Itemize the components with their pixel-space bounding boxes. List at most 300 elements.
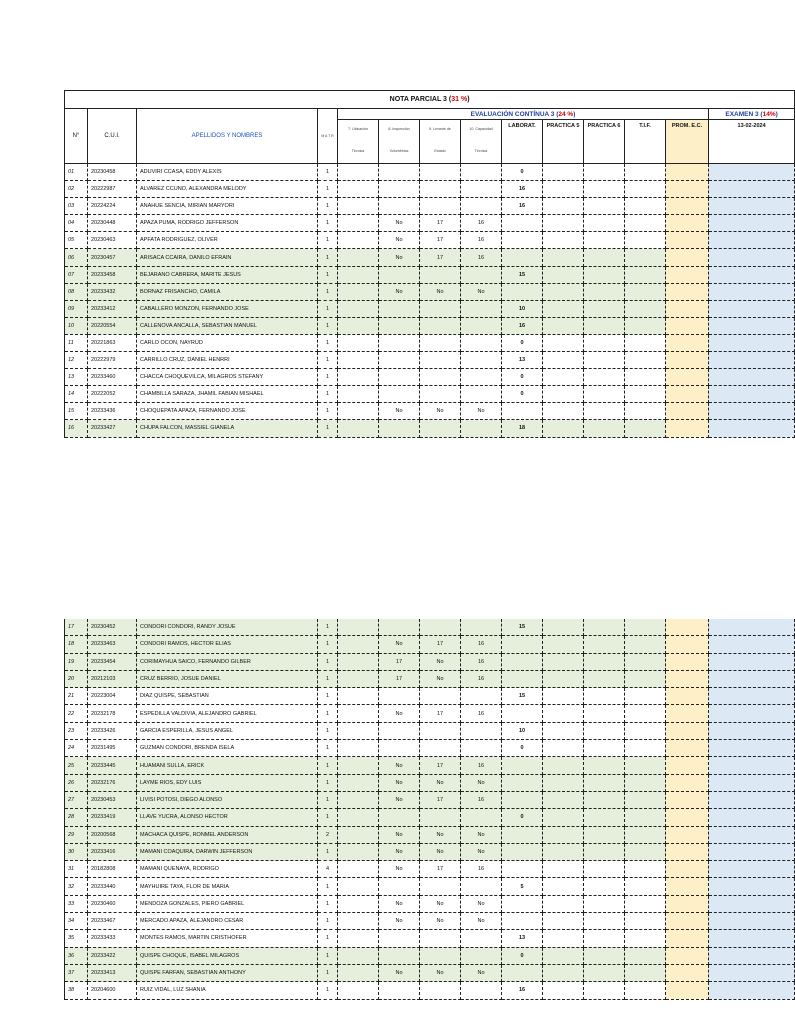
score-ubicacion bbox=[338, 420, 379, 437]
student-cui: 20200568 bbox=[88, 826, 137, 843]
score-practica6 bbox=[584, 283, 625, 300]
score-capacidad bbox=[461, 300, 502, 317]
student-cui: 20230457 bbox=[88, 249, 137, 266]
score-laborat bbox=[502, 964, 543, 981]
student-name: CORIMAYHUA SAICO, FERNANDO GILBER bbox=[137, 653, 318, 670]
score-practica6 bbox=[584, 895, 625, 912]
matricula-count: 1 bbox=[318, 232, 338, 249]
col-practica6-header: PRACTICA 6 bbox=[584, 120, 625, 164]
score-capacidad bbox=[461, 266, 502, 283]
score-ubicacion bbox=[338, 913, 379, 930]
student-name: RUIZ VIDAL, LUZ SHANIA bbox=[137, 982, 318, 999]
student-name: CONDORI RAMOS, HECTOR ELIAS bbox=[137, 636, 318, 653]
score-tif bbox=[625, 334, 666, 351]
score-inspeccion: No bbox=[379, 861, 420, 878]
score-practica6 bbox=[584, 198, 625, 215]
matricula-count: 1 bbox=[318, 164, 338, 181]
row-number: 26 bbox=[65, 774, 88, 791]
score-practica5 bbox=[543, 843, 584, 860]
student-name: BORNAZ FRISANCHO, CAMILA bbox=[137, 283, 318, 300]
score-capacidad bbox=[461, 352, 502, 369]
student-cui: 20231495 bbox=[88, 740, 137, 757]
score-inspeccion: No bbox=[379, 705, 420, 722]
matricula-count: 1 bbox=[318, 757, 338, 774]
score-levante: 17 bbox=[420, 215, 461, 232]
student-name: MERCADO APAZA, ALEJANDRO CESAR bbox=[137, 913, 318, 930]
examen-cell bbox=[709, 809, 795, 826]
score-inspeccion: No bbox=[379, 249, 420, 266]
score-practica5 bbox=[543, 198, 584, 215]
matricula-count: 1 bbox=[318, 283, 338, 300]
sub-levante-header-2: Estado bbox=[420, 139, 461, 164]
score-ubicacion bbox=[338, 774, 379, 791]
student-row bbox=[65, 670, 795, 687]
score-tif bbox=[625, 300, 666, 317]
row-number: 01 bbox=[65, 164, 88, 181]
score-laborat bbox=[502, 843, 543, 860]
matricula-count: 1 bbox=[318, 740, 338, 757]
score-ubicacion bbox=[338, 861, 379, 878]
score-tif bbox=[625, 317, 666, 334]
student-name: MAYHUIRE TAYA, FLOR DE MARIA bbox=[137, 878, 318, 895]
student-cui: 20224224 bbox=[88, 198, 137, 215]
score-laborat: 0 bbox=[502, 164, 543, 181]
examen-cell bbox=[709, 930, 795, 947]
score-practica6 bbox=[584, 181, 625, 198]
student-row bbox=[65, 688, 795, 705]
score-tif bbox=[625, 266, 666, 283]
student-cui: 20233433 bbox=[88, 930, 137, 947]
score-practica5 bbox=[543, 317, 584, 334]
score-practica6 bbox=[584, 791, 625, 808]
score-practica6 bbox=[584, 688, 625, 705]
student-name: CARRILLO CRUZ, DANIEL HENRRI bbox=[137, 352, 318, 369]
score-levante bbox=[420, 300, 461, 317]
prom-ec-cell bbox=[666, 403, 709, 420]
score-practica5 bbox=[543, 164, 584, 181]
score-capacidad: No bbox=[461, 843, 502, 860]
score-practica5 bbox=[543, 740, 584, 757]
score-inspeccion bbox=[379, 878, 420, 895]
score-ubicacion bbox=[338, 317, 379, 334]
examen-cell bbox=[709, 317, 795, 334]
score-laborat: 15 bbox=[502, 266, 543, 283]
score-capacidad: 16 bbox=[461, 791, 502, 808]
score-ubicacion bbox=[338, 403, 379, 420]
score-laborat: 18 bbox=[502, 420, 543, 437]
score-tif bbox=[625, 826, 666, 843]
score-practica5 bbox=[543, 895, 584, 912]
matricula-count: 4 bbox=[318, 861, 338, 878]
prom-ec-cell bbox=[666, 982, 709, 999]
matricula-count: 1 bbox=[318, 947, 338, 964]
row-number: 24 bbox=[65, 740, 88, 757]
examen-cell bbox=[709, 757, 795, 774]
matricula-count: 1 bbox=[318, 895, 338, 912]
score-levante: No bbox=[420, 913, 461, 930]
student-name: MAMANI COAQUIRA, DARWIN JEFFERSON bbox=[137, 843, 318, 860]
score-inspeccion bbox=[379, 181, 420, 198]
score-levante: 17 bbox=[420, 232, 461, 249]
score-laborat: 10 bbox=[502, 300, 543, 317]
score-inspeccion: No bbox=[379, 232, 420, 249]
student-name: GUZMAN CONDORI, BRENDA ISELA bbox=[137, 740, 318, 757]
score-ubicacion bbox=[338, 653, 379, 670]
score-inspeccion bbox=[379, 266, 420, 283]
score-levante bbox=[420, 930, 461, 947]
score-ubicacion bbox=[338, 249, 379, 266]
score-ubicacion bbox=[338, 878, 379, 895]
score-levante: No bbox=[420, 283, 461, 300]
student-name: MENDOZA GONZALES, PIERO GABRIEL bbox=[137, 895, 318, 912]
examen-cell bbox=[709, 232, 795, 249]
examen-cell bbox=[709, 947, 795, 964]
prom-ec-cell bbox=[666, 317, 709, 334]
score-inspeccion bbox=[379, 809, 420, 826]
score-laborat bbox=[502, 403, 543, 420]
row-number: 20 bbox=[65, 670, 88, 687]
score-practica5 bbox=[543, 982, 584, 999]
student-row bbox=[65, 164, 795, 181]
student-name: LIVISI POTOSI, DIEGO ALONSO bbox=[137, 791, 318, 808]
score-practica5 bbox=[543, 334, 584, 351]
score-tif bbox=[625, 895, 666, 912]
score-laborat: 15 bbox=[502, 619, 543, 636]
row-number: 04 bbox=[65, 215, 88, 232]
score-practica5 bbox=[543, 774, 584, 791]
prom-ec-cell bbox=[666, 722, 709, 739]
matricula-count: 1 bbox=[318, 670, 338, 687]
matricula-count: 1 bbox=[318, 913, 338, 930]
score-levante bbox=[420, 619, 461, 636]
student-cui: 20233426 bbox=[88, 722, 137, 739]
score-capacidad: 16 bbox=[461, 861, 502, 878]
score-levante bbox=[420, 420, 461, 437]
student-row bbox=[65, 215, 795, 232]
student-name: CHAMBILLA SARAZA, JHAMIL FABIAN MISHAEL bbox=[137, 386, 318, 403]
student-name: ARISACA CCAIRA, DANILO EFRAIN bbox=[137, 249, 318, 266]
score-practica5 bbox=[543, 352, 584, 369]
score-practica5 bbox=[543, 705, 584, 722]
score-laborat bbox=[502, 757, 543, 774]
score-levante bbox=[420, 181, 461, 198]
row-number: 22 bbox=[65, 705, 88, 722]
score-tif bbox=[625, 757, 666, 774]
examen-cell bbox=[709, 300, 795, 317]
score-levante: 17 bbox=[420, 757, 461, 774]
score-ubicacion bbox=[338, 283, 379, 300]
score-laborat bbox=[502, 791, 543, 808]
student-name: MAMANI QUENAYA, RODRIGO bbox=[137, 861, 318, 878]
examen-date: 13-02-2024 bbox=[709, 120, 795, 164]
examen-cell bbox=[709, 369, 795, 386]
score-tif bbox=[625, 705, 666, 722]
score-capacidad: No bbox=[461, 913, 502, 930]
score-capacidad bbox=[461, 982, 502, 999]
score-tif bbox=[625, 420, 666, 437]
score-practica6 bbox=[584, 722, 625, 739]
score-ubicacion bbox=[338, 670, 379, 687]
student-name: DIAZ QUISPE, SEBASTIAN bbox=[137, 688, 318, 705]
prom-ec-cell bbox=[666, 861, 709, 878]
score-practica6 bbox=[584, 164, 625, 181]
row-number: 34 bbox=[65, 913, 88, 930]
examen-cell bbox=[709, 878, 795, 895]
student-row bbox=[65, 930, 795, 947]
score-ubicacion bbox=[338, 198, 379, 215]
student-row bbox=[65, 740, 795, 757]
examen-cell bbox=[709, 334, 795, 351]
score-capacidad bbox=[461, 722, 502, 739]
examen-cell bbox=[709, 283, 795, 300]
student-cui: 20212103 bbox=[88, 670, 137, 687]
student-name: GARCIA ESPERILLA, JESUS ANGEL bbox=[137, 722, 318, 739]
matricula-count: 1 bbox=[318, 722, 338, 739]
prom-ec-cell bbox=[666, 164, 709, 181]
score-levante bbox=[420, 369, 461, 386]
row-number: 10 bbox=[65, 317, 88, 334]
student-row bbox=[65, 843, 795, 860]
score-tif bbox=[625, 369, 666, 386]
examen-cell bbox=[709, 791, 795, 808]
student-cui: 20233419 bbox=[88, 809, 137, 826]
examen-cell bbox=[709, 913, 795, 930]
prom-ec-cell bbox=[666, 774, 709, 791]
examen-cell bbox=[709, 619, 795, 636]
score-ubicacion bbox=[338, 369, 379, 386]
score-ubicacion bbox=[338, 740, 379, 757]
score-practica6 bbox=[584, 843, 625, 860]
score-capacidad bbox=[461, 198, 502, 215]
examen-cell bbox=[709, 895, 795, 912]
score-laborat: 16 bbox=[502, 198, 543, 215]
prom-ec-cell bbox=[666, 386, 709, 403]
student-name: CHACCA CHOQUEVILCA, MILAGROS STEFANY bbox=[137, 369, 318, 386]
score-ubicacion bbox=[338, 964, 379, 981]
score-laborat bbox=[502, 670, 543, 687]
prom-ec-cell bbox=[666, 791, 709, 808]
score-practica5 bbox=[543, 619, 584, 636]
score-levante: No bbox=[420, 964, 461, 981]
student-name: LAYME RIOS, EDY LUIS bbox=[137, 774, 318, 791]
score-inspeccion: No bbox=[379, 913, 420, 930]
score-inspeccion: No bbox=[379, 283, 420, 300]
score-levante bbox=[420, 722, 461, 739]
prom-ec-cell bbox=[666, 964, 709, 981]
student-cui: 20230460 bbox=[88, 895, 137, 912]
student-cui: 20222987 bbox=[88, 181, 137, 198]
score-ubicacion bbox=[338, 895, 379, 912]
student-cui: 20230458 bbox=[88, 164, 137, 181]
score-ubicacion bbox=[338, 688, 379, 705]
prom-ec-cell bbox=[666, 895, 709, 912]
row-number: 16 bbox=[65, 420, 88, 437]
score-ubicacion bbox=[338, 843, 379, 860]
student-row bbox=[65, 334, 795, 351]
score-inspeccion bbox=[379, 982, 420, 999]
score-practica6 bbox=[584, 964, 625, 981]
students-table-body-2 bbox=[65, 619, 795, 999]
row-number: 09 bbox=[65, 300, 88, 317]
matricula-count: 1 bbox=[318, 619, 338, 636]
score-tif bbox=[625, 930, 666, 947]
student-row bbox=[65, 317, 795, 334]
student-name: QUISPE FARFAN, SEBASTIAN ANTHONY bbox=[137, 964, 318, 981]
score-inspeccion bbox=[379, 619, 420, 636]
row-number: 21 bbox=[65, 688, 88, 705]
prom-ec-cell bbox=[666, 352, 709, 369]
score-practica5 bbox=[543, 757, 584, 774]
student-name: CHOQUEPATA APAZA, FERNANDO JOSE bbox=[137, 403, 318, 420]
score-tif bbox=[625, 653, 666, 670]
student-cui: 20182808 bbox=[88, 861, 137, 878]
score-tif bbox=[625, 688, 666, 705]
student-name: CRUZ BERRIO, JOSUE DANIEL bbox=[137, 670, 318, 687]
matricula-count: 1 bbox=[318, 317, 338, 334]
score-capacidad bbox=[461, 334, 502, 351]
score-laborat: 0 bbox=[502, 386, 543, 403]
student-cui: 20233440 bbox=[88, 878, 137, 895]
sub-levante-header: 9. Levante de bbox=[420, 120, 461, 140]
score-levante: No bbox=[420, 774, 461, 791]
score-capacidad bbox=[461, 878, 502, 895]
row-number: 31 bbox=[65, 861, 88, 878]
score-ubicacion bbox=[338, 826, 379, 843]
score-practica6 bbox=[584, 878, 625, 895]
score-practica5 bbox=[543, 826, 584, 843]
student-cui: 20233436 bbox=[88, 403, 137, 420]
row-number: 11 bbox=[65, 334, 88, 351]
score-laborat bbox=[502, 653, 543, 670]
score-practica5 bbox=[543, 403, 584, 420]
score-levante: No bbox=[420, 843, 461, 860]
matricula-count: 1 bbox=[318, 352, 338, 369]
score-tif bbox=[625, 636, 666, 653]
student-row bbox=[65, 809, 795, 826]
student-row bbox=[65, 705, 795, 722]
score-capacidad bbox=[461, 317, 502, 334]
student-name: ADUVIRI CCASA, EDDY ALEXIS bbox=[137, 164, 318, 181]
student-name: CARLO OCON, NAYRUD bbox=[137, 334, 318, 351]
student-cui: 20222979 bbox=[88, 352, 137, 369]
student-name: MONTES RAMOS, MARTIN CRISTHOFER bbox=[137, 930, 318, 947]
row-number: 14 bbox=[65, 386, 88, 403]
score-levante bbox=[420, 809, 461, 826]
score-capacidad: No bbox=[461, 895, 502, 912]
score-practica5 bbox=[543, 215, 584, 232]
score-tif bbox=[625, 198, 666, 215]
student-cui: 20233413 bbox=[88, 964, 137, 981]
nota-parcial-title: NOTA PARCIAL 3 (31 %) bbox=[65, 91, 795, 109]
score-laborat: 13 bbox=[502, 352, 543, 369]
student-row bbox=[65, 947, 795, 964]
score-tif bbox=[625, 352, 666, 369]
score-capacidad: 16 bbox=[461, 636, 502, 653]
matricula-count: 1 bbox=[318, 181, 338, 198]
student-row bbox=[65, 266, 795, 283]
score-capacidad: 16 bbox=[461, 653, 502, 670]
score-laborat bbox=[502, 705, 543, 722]
prom-ec-cell bbox=[666, 266, 709, 283]
score-tif bbox=[625, 913, 666, 930]
score-levante: 17 bbox=[420, 636, 461, 653]
prom-ec-cell bbox=[666, 826, 709, 843]
sub-capacidad-header-2: Técnica bbox=[461, 139, 502, 164]
score-practica5 bbox=[543, 386, 584, 403]
student-row bbox=[65, 300, 795, 317]
examen-cell bbox=[709, 774, 795, 791]
student-row bbox=[65, 232, 795, 249]
matricula-count: 1 bbox=[318, 809, 338, 826]
grade-table-page-1 bbox=[64, 90, 795, 438]
score-levante: 17 bbox=[420, 705, 461, 722]
student-name: CABALLERO MONZON, FERNANDO JOSE bbox=[137, 300, 318, 317]
score-practica5 bbox=[543, 181, 584, 198]
examen-cell bbox=[709, 403, 795, 420]
score-practica6 bbox=[584, 913, 625, 930]
examen-cell bbox=[709, 964, 795, 981]
score-inspeccion: No bbox=[379, 843, 420, 860]
score-capacidad: 16 bbox=[461, 757, 502, 774]
score-capacidad bbox=[461, 740, 502, 757]
grade-sheet-page-2 bbox=[64, 619, 768, 1000]
row-number: 25 bbox=[65, 757, 88, 774]
score-levante: 17 bbox=[420, 861, 461, 878]
score-tif bbox=[625, 964, 666, 981]
score-capacidad: No bbox=[461, 774, 502, 791]
row-number: 06 bbox=[65, 249, 88, 266]
student-row bbox=[65, 861, 795, 878]
score-tif bbox=[625, 861, 666, 878]
score-inspeccion: 17 bbox=[379, 653, 420, 670]
matricula-count: 1 bbox=[318, 386, 338, 403]
score-practica5 bbox=[543, 947, 584, 964]
score-capacidad: 16 bbox=[461, 215, 502, 232]
score-practica6 bbox=[584, 947, 625, 964]
score-practica5 bbox=[543, 653, 584, 670]
score-practica6 bbox=[584, 334, 625, 351]
examen-cell bbox=[709, 215, 795, 232]
matricula-count: 1 bbox=[318, 791, 338, 808]
score-practica6 bbox=[584, 809, 625, 826]
score-tif bbox=[625, 791, 666, 808]
score-practica6 bbox=[584, 740, 625, 757]
score-capacidad bbox=[461, 947, 502, 964]
score-capacidad: No bbox=[461, 283, 502, 300]
student-cui: 20233416 bbox=[88, 843, 137, 860]
prom-ec-cell bbox=[666, 843, 709, 860]
prom-ec-cell bbox=[666, 232, 709, 249]
score-tif bbox=[625, 283, 666, 300]
examen-cell bbox=[709, 861, 795, 878]
matricula-count: 1 bbox=[318, 300, 338, 317]
score-laborat: 16 bbox=[502, 982, 543, 999]
student-row bbox=[65, 420, 795, 437]
row-number: 19 bbox=[65, 653, 88, 670]
student-name: ESPEDILLA VALDIVIA, ALEJANDRO GABRIEL bbox=[137, 705, 318, 722]
score-inspeccion bbox=[379, 740, 420, 757]
student-name: ALVAREZ CCUNO, ALEXANDRA MELODY bbox=[137, 181, 318, 198]
examen-cell bbox=[709, 740, 795, 757]
score-practica5 bbox=[543, 300, 584, 317]
score-practica5 bbox=[543, 964, 584, 981]
score-levante bbox=[420, 198, 461, 215]
matricula-count: 1 bbox=[318, 266, 338, 283]
score-capacidad bbox=[461, 619, 502, 636]
score-practica5 bbox=[543, 722, 584, 739]
score-laborat: 0 bbox=[502, 334, 543, 351]
examen-cell bbox=[709, 688, 795, 705]
